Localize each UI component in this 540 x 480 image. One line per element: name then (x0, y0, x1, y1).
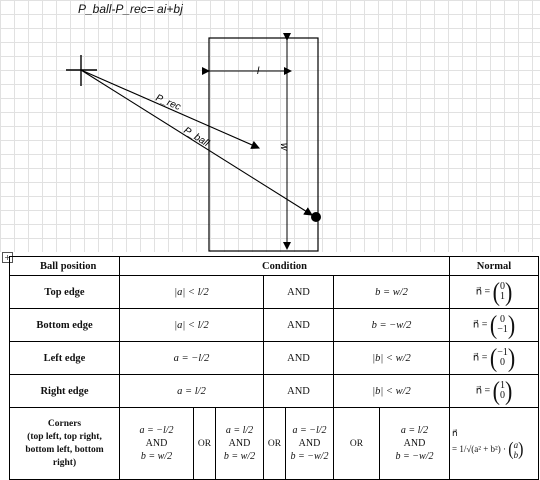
table-row (10, 342, 539, 375)
condition-and: AND (264, 309, 334, 342)
corner-condition-4: a = l/2 AND b = −w/2 (380, 408, 450, 480)
label-w: w (278, 143, 289, 151)
or-label: OR (194, 408, 216, 480)
formula-label: P_ball-P_rec= ai+bj (78, 2, 183, 16)
condition-and: AND (264, 342, 334, 375)
n-symbol: n⃗ = (475, 286, 491, 298)
or-label: OR (334, 408, 380, 480)
n-symbol: n⃗ = (472, 319, 488, 331)
corner-condition-2: a = l/2 AND b = w/2 (216, 408, 264, 480)
row-label: Top edge (10, 276, 120, 309)
conditions-table (9, 256, 539, 480)
table-row (10, 276, 539, 309)
normal-vector: n⃗ = (1 0) (450, 375, 539, 408)
row-label-corners: Corners (top left, top right, bottom left, bottom right) (10, 408, 120, 480)
n-symbol: n⃗ = (472, 352, 488, 364)
corner-condition-3: a = −l/2 AND b = −w/2 (286, 408, 334, 480)
condition-a: a = l/2 (120, 375, 264, 408)
header-condition: Condition (120, 257, 450, 276)
n-symbol: n⃗ = (475, 385, 491, 397)
label-p-ball: P_ball (181, 125, 211, 150)
table-move-icon[interactable]: + (2, 252, 13, 263)
corner-condition-1: a = −l/2 AND b = w/2 (120, 408, 194, 480)
table-row (10, 375, 539, 408)
normal-vector: n⃗ = (−1 0 ) (450, 342, 539, 375)
rectangle (209, 38, 318, 251)
condition-a: |a| < l/2 (120, 276, 264, 309)
condition-b: b = w/2 (334, 276, 450, 309)
condition-a: |a| < l/2 (120, 309, 264, 342)
table-row-corners (10, 408, 539, 480)
header-position: Ball position (10, 257, 120, 276)
condition-b: |b| < w/2 (334, 375, 450, 408)
ball (311, 212, 321, 222)
condition-a: a = −l/2 (120, 342, 264, 375)
row-label: Left edge (10, 342, 120, 375)
condition-b: |b| < w/2 (334, 342, 450, 375)
or-label: OR (264, 408, 286, 480)
header-normal: Normal (450, 257, 539, 276)
condition-b: b = −w/2 (334, 309, 450, 342)
table-row (10, 309, 539, 342)
condition-and: AND (264, 375, 334, 408)
label-l: l (257, 66, 260, 77)
row-label: Right edge (10, 375, 120, 408)
row-label: Bottom edge (10, 309, 120, 342)
normal-vector: n⃗ = (0 1) (450, 276, 539, 309)
condition-and: AND (264, 276, 334, 309)
corner-normal: n⃗ = 1/√(a² + b²) · (a b) (450, 408, 539, 480)
label-p-rec: P_rec (153, 92, 183, 113)
normal-vector: n⃗ = ( 0 −1) (450, 309, 539, 342)
